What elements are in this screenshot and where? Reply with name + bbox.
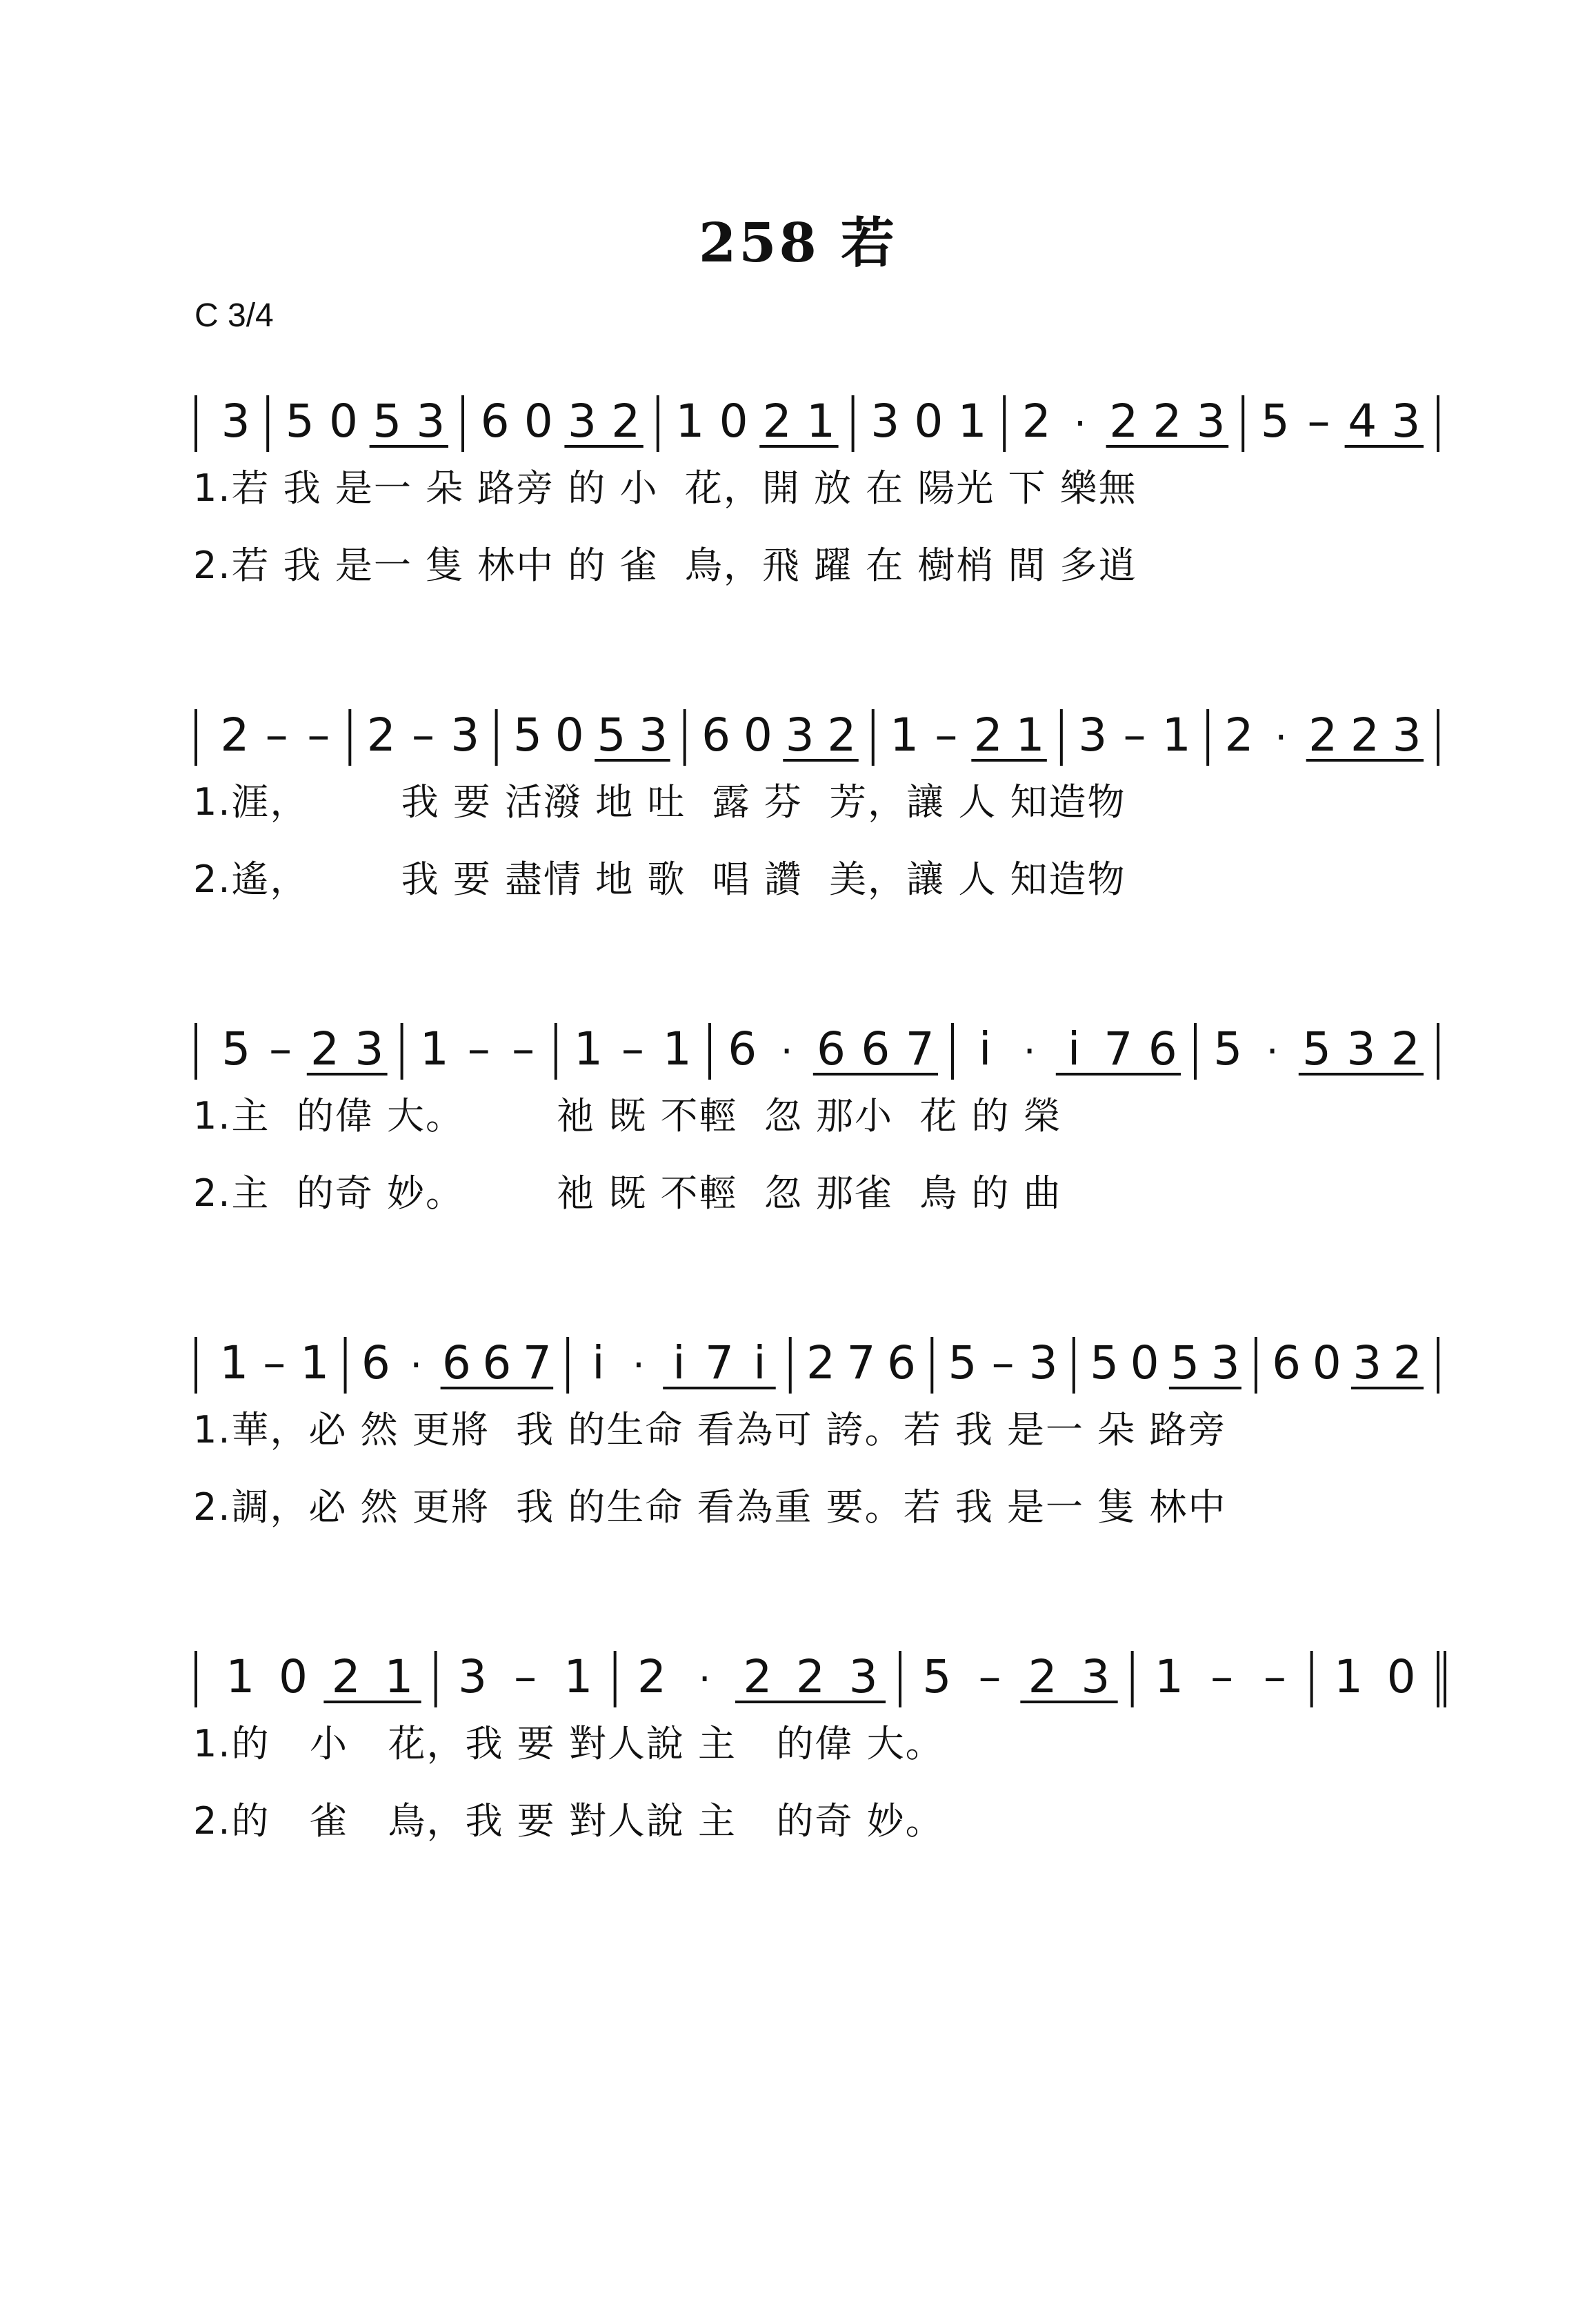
note-glyph: – [991, 1336, 1015, 1389]
note-glyph: 0 [743, 708, 772, 762]
music-system-1 [193, 383, 1455, 613]
note-glyph: 1 [675, 395, 705, 448]
note-glyph: 3 [1078, 708, 1108, 762]
note-glyph: 2 [1028, 1650, 1057, 1703]
music-system-4 [193, 1325, 1455, 1555]
note-glyph: – [1263, 1650, 1286, 1703]
note-glyph: 6 [441, 1336, 471, 1389]
note-glyph: 1 [1015, 708, 1045, 762]
note-glyph: · [410, 1343, 423, 1388]
note-glyph: 6 [482, 1336, 512, 1389]
verse-1-lyric: 1.主 的偉 大。 祂 既 不輕 忽 那小 花 的 榮 [193, 1094, 1062, 1138]
note-glyph: 1 [957, 395, 987, 448]
note-glyph: 7 [704, 1336, 734, 1389]
note-glyph: – [411, 708, 435, 762]
notation-svg [193, 697, 1455, 773]
note-glyph: 2 [366, 708, 396, 762]
note-glyph: i [1067, 1022, 1081, 1076]
note-glyph: 1 [300, 1336, 330, 1389]
note-glyph: 3 [1353, 1336, 1382, 1389]
music-system-2 [193, 697, 1455, 927]
note-glyph: – [1123, 708, 1146, 762]
note-glyph: · [632, 1343, 645, 1388]
note-glyph: 1 [806, 395, 835, 448]
note-glyph: 2 [743, 1650, 772, 1703]
note-glyph: 6 [701, 708, 731, 762]
note-glyph: 0 [719, 395, 748, 448]
notation-line [193, 1011, 1455, 1087]
note-glyph: 1 [662, 1022, 692, 1076]
note-glyph: 2 [637, 1650, 666, 1703]
note-glyph: 1 [1155, 1650, 1184, 1703]
notation-line [193, 1638, 1455, 1714]
note-glyph: 1 [419, 1022, 449, 1076]
note-glyph: 6 [861, 1022, 890, 1076]
note-glyph: 3 [355, 1022, 384, 1076]
note-glyph: 2 [1021, 395, 1051, 448]
note-glyph: · [1275, 715, 1288, 760]
note-glyph: 1 [226, 1650, 255, 1703]
note-glyph: · [780, 1029, 793, 1074]
note-glyph: 7 [905, 1022, 935, 1076]
note-glyph: 0 [555, 708, 584, 762]
note-glyph: 2 [806, 1336, 835, 1389]
page-title: 258 若 [699, 212, 897, 275]
note-glyph: 0 [1386, 1650, 1416, 1703]
verse-2-lyric: 2.的 雀 鳥，我 要 對人說 主 的奇 妙。 [193, 1799, 944, 1843]
note-glyph: i [672, 1336, 686, 1389]
note-glyph: 5 [1302, 1022, 1331, 1076]
note-glyph: 2 [1224, 708, 1254, 762]
note-glyph: 3 [1081, 1650, 1110, 1703]
key-signature: C 3/4 [194, 297, 274, 334]
note-glyph: 2 [796, 1650, 825, 1703]
verse-2-lyric: 2.主 的奇 妙。 祂 既 不輕 忽 那雀 鳥 的 曲 [193, 1171, 1062, 1215]
note-glyph: 5 [285, 395, 315, 448]
note-glyph: 3 [1210, 1336, 1240, 1389]
note-glyph: 3 [785, 708, 815, 762]
note-glyph: – [307, 708, 330, 762]
note-glyph: 6 [361, 1336, 390, 1389]
note-glyph: 0 [1130, 1336, 1159, 1389]
note-glyph: 0 [329, 395, 358, 448]
note-glyph: 2 [611, 395, 641, 448]
note-glyph: 2 [331, 1650, 361, 1703]
note-glyph: 3 [870, 395, 900, 448]
note-glyph: 5 [513, 708, 542, 762]
note-glyph: 5 [948, 1336, 977, 1389]
note-glyph: 3 [639, 708, 668, 762]
note-glyph: 5 [221, 1022, 251, 1076]
note-glyph: 3 [1028, 1336, 1058, 1389]
note-glyph: · [698, 1657, 711, 1702]
notation-svg [193, 1638, 1455, 1714]
verse-2-lyric: 2.調，必 然 更將 我 的生命 看為重 要。若 我 是一 隻 林中 [193, 1485, 1227, 1529]
notation-line [193, 1325, 1455, 1400]
note-glyph: 2 [1393, 1336, 1422, 1389]
verse-1-lyric: 1.涯， 我 要 活潑 地 吐 露 芬 芳，讓 人 知造物 [193, 780, 1126, 824]
note-glyph: 2 [220, 708, 250, 762]
note-glyph: 2 [762, 395, 792, 448]
music-system-3 [193, 1011, 1455, 1241]
note-glyph: – [621, 1022, 644, 1076]
note-glyph: 2 [973, 708, 1003, 762]
note-glyph: 1 [384, 1650, 414, 1703]
note-glyph: 5 [1260, 395, 1290, 448]
note-glyph: 4 [1348, 395, 1377, 448]
note-glyph: 5 [1090, 1336, 1119, 1389]
notation-svg [193, 1011, 1455, 1087]
note-glyph: – [265, 708, 288, 762]
note-glyph: – [514, 1650, 537, 1703]
note-glyph: · [1074, 402, 1086, 446]
note-glyph: 1 [563, 1650, 593, 1703]
note-glyph: – [1210, 1650, 1234, 1703]
note-glyph: 3 [1392, 708, 1422, 762]
verse-2-lyric: 2.遙， 我 要 盡情 地 歌 唱 讚 美，讓 人 知造物 [193, 858, 1126, 901]
note-glyph: · [1266, 1029, 1279, 1074]
note-glyph: – [269, 1022, 292, 1076]
note-glyph: 3 [458, 1650, 487, 1703]
note-glyph: 6 [480, 395, 510, 448]
verse-2-lyric: 2.若 我 是一 隻 林中 的 雀 鳥，飛 躍 在 樹梢 間 多逍 [193, 544, 1137, 587]
note-glyph: 1 [574, 1022, 603, 1076]
note-glyph: 3 [450, 708, 480, 762]
note-glyph: – [467, 1022, 490, 1076]
note-glyph: 3 [568, 395, 597, 448]
note-glyph: 3 [221, 395, 250, 448]
note-glyph: · [1023, 1029, 1036, 1074]
note-glyph: – [1307, 395, 1330, 448]
note-glyph: 5 [597, 708, 626, 762]
note-glyph: 7 [1104, 1022, 1133, 1076]
note-glyph: 6 [817, 1022, 846, 1076]
note-glyph: 2 [1109, 395, 1139, 448]
note-glyph: – [935, 708, 958, 762]
note-glyph: i [753, 1336, 766, 1389]
verse-1-lyric: 1.若 我 是一 朵 路旁 的 小 花，開 放 在 陽光 下 樂無 [193, 466, 1137, 510]
note-glyph: 5 [1170, 1336, 1200, 1389]
note-glyph: 0 [914, 395, 944, 448]
note-glyph: 3 [1196, 395, 1226, 448]
note-glyph: 2 [1350, 708, 1379, 762]
notation-svg [193, 383, 1455, 459]
verse-1-lyric: 1.的 小 花，我 要 對人說 主 的偉 大。 [193, 1722, 944, 1765]
notation-line [193, 697, 1455, 773]
notation-svg [193, 1325, 1455, 1400]
note-glyph: 2 [1153, 395, 1182, 448]
note-glyph: 1 [1161, 708, 1191, 762]
note-glyph: i [979, 1022, 992, 1076]
note-glyph: – [512, 1022, 535, 1076]
note-glyph: 2 [1308, 708, 1338, 762]
note-glyph: 7 [522, 1336, 552, 1389]
note-glyph: 6 [1148, 1022, 1177, 1076]
notation-line [193, 383, 1455, 459]
note-glyph: 3 [416, 395, 446, 448]
note-glyph: 6 [1272, 1336, 1301, 1389]
note-glyph: 2 [310, 1022, 339, 1076]
note-glyph: 0 [279, 1650, 308, 1703]
note-glyph: 5 [372, 395, 402, 448]
note-glyph: 0 [523, 395, 553, 448]
note-glyph: 6 [728, 1022, 757, 1076]
note-glyph: 2 [827, 708, 857, 762]
note-glyph: 7 [846, 1336, 876, 1389]
note-glyph: 5 [1213, 1022, 1243, 1076]
note-glyph: 1 [219, 1336, 249, 1389]
note-glyph: 3 [848, 1650, 878, 1703]
note-glyph: 5 [922, 1650, 952, 1703]
note-glyph: 3 [1391, 395, 1421, 448]
note-glyph: – [263, 1336, 286, 1389]
note-glyph: – [978, 1650, 1001, 1703]
note-glyph: i [592, 1336, 605, 1389]
note-glyph: 0 [1312, 1336, 1341, 1389]
music-system-5 [193, 1638, 1455, 1869]
note-glyph: 2 [1390, 1022, 1420, 1076]
note-glyph: 3 [1346, 1022, 1376, 1076]
note-glyph: 6 [887, 1336, 917, 1389]
note-glyph: 1 [1334, 1650, 1363, 1703]
note-glyph: 1 [890, 708, 919, 762]
verse-1-lyric: 1.華，必 然 更將 我 的生命 看為可 誇。若 我 是一 朵 路旁 [193, 1408, 1227, 1451]
